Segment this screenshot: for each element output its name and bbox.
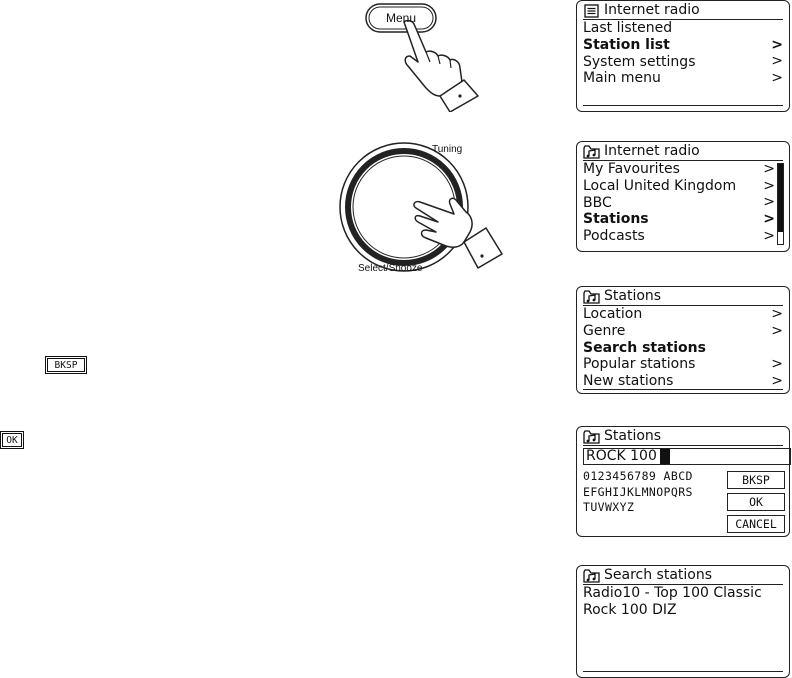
cancel-button-label: CANCEL bbox=[735, 516, 777, 531]
list-icon bbox=[583, 4, 601, 18]
chevron-right-icon: > bbox=[763, 194, 775, 211]
music-folder-icon bbox=[583, 290, 601, 304]
result-item-rock-100[interactable] bbox=[583, 602, 789, 619]
menu-item-label: Stations bbox=[583, 211, 649, 228]
screen-title-bar bbox=[583, 428, 783, 446]
chevron-right-icon: > bbox=[771, 356, 783, 373]
screen-title: Stations bbox=[604, 428, 662, 444]
menu-item-label: BBC bbox=[583, 194, 612, 211]
chevron-right-icon: > bbox=[763, 160, 775, 177]
menu-item-podcasts[interactable] bbox=[583, 228, 775, 245]
menu-item-label: Local United Kingdom bbox=[583, 177, 737, 194]
screen-title-bar bbox=[583, 288, 783, 306]
search-input[interactable] bbox=[583, 448, 791, 465]
chevron-right-icon: > bbox=[771, 373, 783, 390]
screen-title: Stations bbox=[604, 288, 662, 304]
cancel-button[interactable] bbox=[727, 515, 785, 533]
menu-item-label: Genre bbox=[583, 322, 626, 339]
bksp-key-glyph-label: BKSP bbox=[54, 359, 78, 371]
ok-button-label: OK bbox=[749, 494, 763, 509]
menu-item-label: Station list bbox=[583, 36, 670, 53]
character-row[interactable]: 0123456789 ABCD bbox=[583, 469, 693, 483]
bksp-button[interactable] bbox=[727, 471, 785, 489]
divider bbox=[583, 389, 783, 390]
menu-item-last-listened[interactable] bbox=[583, 20, 789, 37]
menu-item-label: Last listened bbox=[583, 19, 673, 36]
menu-item-genre[interactable] bbox=[583, 323, 789, 340]
bksp-button-label: BKSP bbox=[742, 472, 770, 487]
screen-title: Internet radio bbox=[604, 2, 700, 18]
music-folder-icon bbox=[583, 145, 601, 159]
result-item-label: Rock 100 DIZ bbox=[583, 601, 677, 618]
tuning-knob-illustration bbox=[332, 142, 504, 282]
result-item-radio10[interactable] bbox=[583, 585, 789, 602]
search-input-value: ROCK 100 bbox=[586, 448, 657, 464]
menu-item-popular-stations[interactable] bbox=[583, 356, 789, 373]
menu-button-label: Menu bbox=[385, 11, 417, 25]
bksp-key-glyph bbox=[47, 358, 85, 372]
menu-item-local-united-kingdom[interactable] bbox=[583, 178, 775, 195]
menu-item-bbc[interactable] bbox=[583, 195, 775, 212]
screen-search-results bbox=[576, 565, 790, 678]
screen-stations-search-keypad bbox=[576, 426, 790, 537]
menu-item-label: New stations bbox=[583, 373, 674, 390]
select-snooze-label: Select/Snooze bbox=[358, 263, 423, 274]
menu-item-label: System settings bbox=[583, 53, 696, 70]
chevron-right-icon: > bbox=[771, 322, 783, 339]
menu-item-new-stations[interactable] bbox=[583, 373, 789, 390]
chevron-right-icon: > bbox=[763, 228, 775, 245]
chevron-right-icon: > bbox=[771, 53, 783, 70]
scrollbar-thumb[interactable] bbox=[778, 164, 783, 232]
menu-item-my-favourites[interactable] bbox=[583, 161, 775, 178]
tuning-label: Tuning bbox=[432, 144, 463, 155]
chevron-right-icon: > bbox=[763, 211, 775, 228]
menu-item-label: Main menu bbox=[583, 70, 661, 87]
menu-item-station-list[interactable] bbox=[583, 37, 789, 54]
menu-item-label: Podcasts bbox=[583, 228, 645, 245]
screen-title-bar bbox=[583, 143, 783, 161]
menu-item-search-stations[interactable] bbox=[583, 340, 789, 357]
ok-button[interactable] bbox=[727, 493, 785, 511]
screen-stations-menu bbox=[576, 286, 790, 394]
music-folder-icon bbox=[583, 569, 601, 583]
music-folder-icon bbox=[583, 430, 601, 444]
chevron-right-icon: > bbox=[771, 70, 783, 87]
menu-item-location[interactable] bbox=[583, 306, 789, 323]
screen-title-bar bbox=[583, 2, 783, 20]
chevron-right-icon: > bbox=[771, 36, 783, 53]
screen-internet-radio-menu bbox=[576, 0, 790, 112]
text-cursor bbox=[660, 449, 670, 464]
menu-item-label: My Favourites bbox=[583, 160, 680, 177]
ok-key-glyph-label: OK bbox=[6, 434, 18, 446]
chevron-right-icon: > bbox=[763, 177, 775, 194]
menu-item-label: Popular stations bbox=[583, 356, 696, 373]
result-item-label: Radio10 - Top 100 Classic bbox=[583, 584, 762, 601]
divider bbox=[583, 105, 783, 106]
character-row[interactable]: EFGHIJKLMNOPQRS bbox=[583, 484, 693, 499]
menu-item-stations[interactable] bbox=[583, 211, 775, 228]
menu-item-main-menu[interactable] bbox=[583, 70, 789, 87]
screen-title: Internet radio bbox=[604, 143, 700, 159]
screen-title: Search stations bbox=[604, 567, 713, 583]
character-row[interactable]: TUVWXYZ bbox=[583, 500, 635, 514]
character-grid[interactable] bbox=[583, 469, 723, 516]
screen-title-bar bbox=[583, 567, 783, 585]
chevron-right-icon: > bbox=[771, 305, 783, 322]
divider bbox=[583, 671, 783, 672]
menu-item-label: Location bbox=[583, 305, 643, 322]
menu-item-label: Search stations bbox=[583, 339, 706, 356]
ok-key-glyph bbox=[2, 433, 22, 447]
menu-button[interactable] bbox=[366, 4, 436, 32]
screen-internet-radio-list bbox=[576, 141, 790, 252]
scrollbar[interactable] bbox=[777, 163, 784, 245]
menu-item-system-settings[interactable] bbox=[583, 54, 789, 71]
